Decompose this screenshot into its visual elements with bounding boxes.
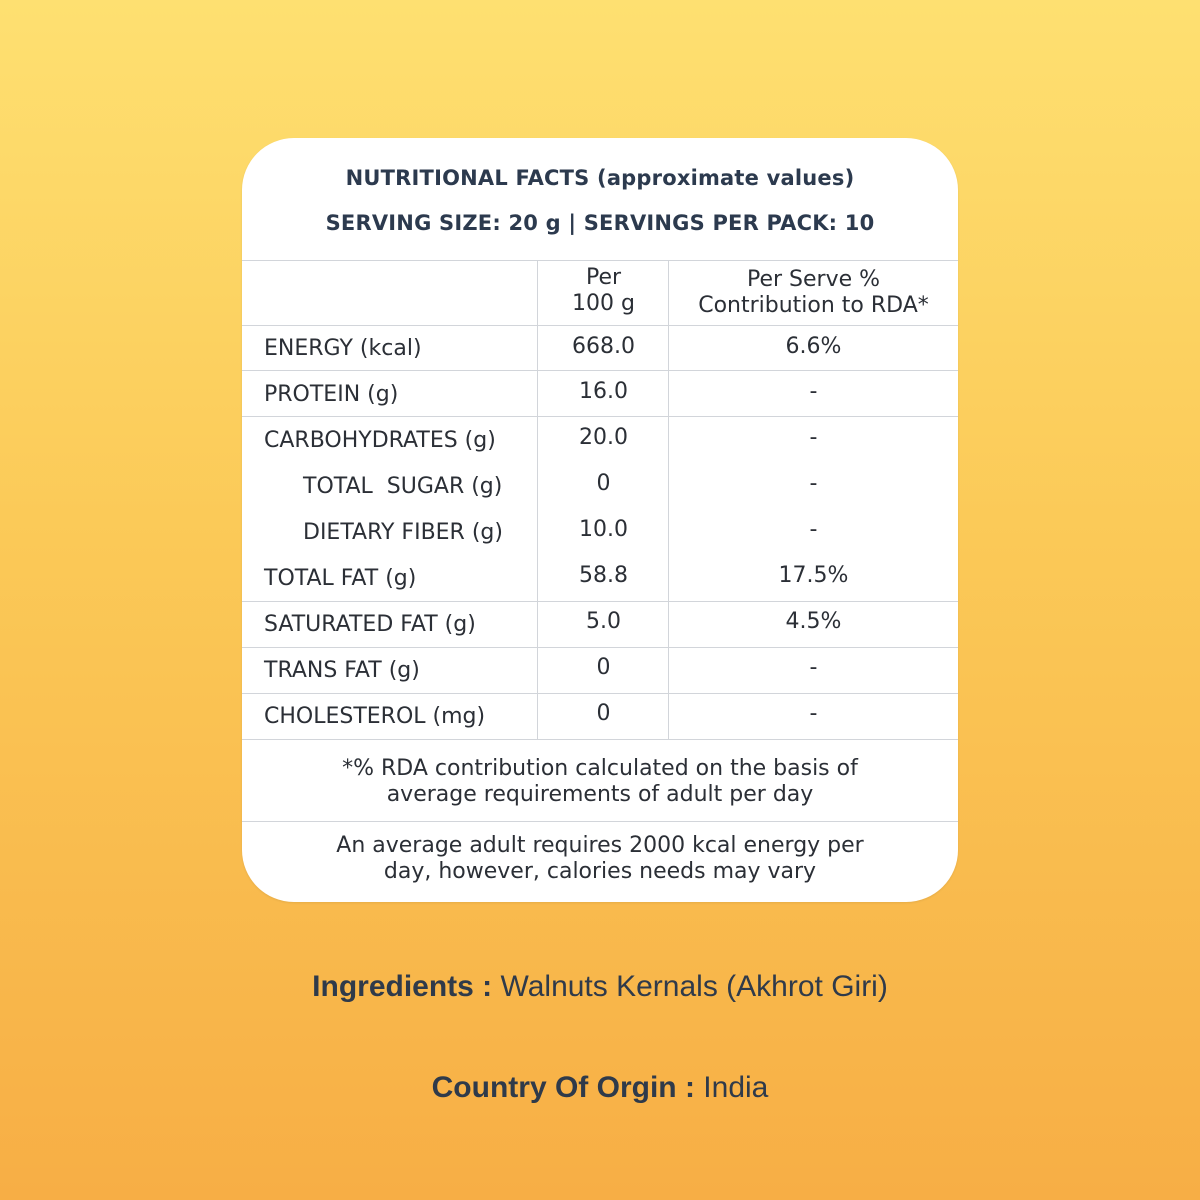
header-rda-line2: Contribution to RDA* (698, 293, 929, 318)
row-value: 58.8 (579, 563, 628, 588)
row-rda: 4.5% (785, 609, 842, 634)
table-top-border (242, 260, 958, 261)
row-rda: - (809, 471, 818, 496)
ingredients-line (0, 970, 1200, 1004)
row-value: 0 (596, 701, 611, 726)
row-divider (242, 370, 958, 371)
nutrition-title: NUTRITIONAL FACTS (approximate values) (345, 166, 855, 190)
rda-footnote (242, 756, 958, 808)
row-divider (242, 416, 958, 417)
row-label: TRANS FAT (g) (264, 658, 420, 683)
row-rda: - (809, 517, 818, 542)
row-value: 0 (596, 471, 611, 496)
row-rda: - (809, 701, 818, 726)
row-label: ENERGY (kcal) (264, 336, 422, 361)
energy-footnote (242, 833, 958, 885)
header-per-100g (538, 265, 669, 317)
row-value: 668.0 (572, 334, 635, 359)
note-divider (242, 821, 958, 822)
table-bottom-border (242, 739, 958, 740)
serving-info: SERVING SIZE: 20 g | SERVINGS PER PACK: 10 (325, 211, 875, 235)
ingredients-value: Walnuts Kernals (Akhrot Giri) (500, 970, 888, 1003)
rda-footnote-line2: average requirements of adult per day (386, 782, 814, 807)
row-label: PROTEIN (g) (264, 382, 399, 407)
header-per-100g-line1: Per (585, 265, 622, 290)
header-per-100g-line2: 100 g (572, 291, 635, 316)
row-value: 0 (596, 655, 611, 680)
row-label: CHOLESTEROL (mg) (264, 704, 486, 729)
nutrition-card (242, 138, 958, 902)
energy-footnote-line1: An average adult requires 2000 kcal energy per (336, 833, 864, 858)
row-label: CARBOHYDRATES (g) (264, 428, 496, 453)
row-label: TOTAL FAT (g) (264, 566, 417, 591)
origin-line (0, 1071, 1200, 1105)
row-rda: - (809, 379, 818, 404)
row-rda: 17.5% (778, 563, 849, 588)
row-divider (242, 693, 958, 694)
header-rda-line1: Per Serve % (746, 267, 881, 292)
row-label: SATURATED FAT (g) (264, 612, 476, 637)
origin-value: India (703, 1071, 769, 1104)
rda-footnote-line1: *% RDA contribution calculated on the basis of (342, 756, 858, 781)
row-rda: - (809, 655, 818, 680)
row-rda: 6.6% (785, 334, 842, 359)
row-label: TOTAL SUGAR (g) (303, 474, 503, 499)
header-rda (669, 267, 958, 319)
row-rda: - (809, 425, 818, 450)
row-value: 5.0 (586, 609, 621, 634)
row-divider (242, 647, 958, 648)
row-value: 10.0 (579, 517, 628, 542)
row-label: DIETARY FIBER (g) (303, 520, 503, 545)
header-divider (242, 325, 958, 326)
ingredients-label: Ingredients : (312, 970, 493, 1003)
row-value: 16.0 (579, 379, 628, 404)
row-value: 20.0 (579, 425, 628, 450)
origin-label: Country Of Orgin : (431, 1071, 695, 1104)
row-divider (242, 601, 958, 602)
energy-footnote-line2: day, however, calories needs may vary (383, 859, 817, 884)
